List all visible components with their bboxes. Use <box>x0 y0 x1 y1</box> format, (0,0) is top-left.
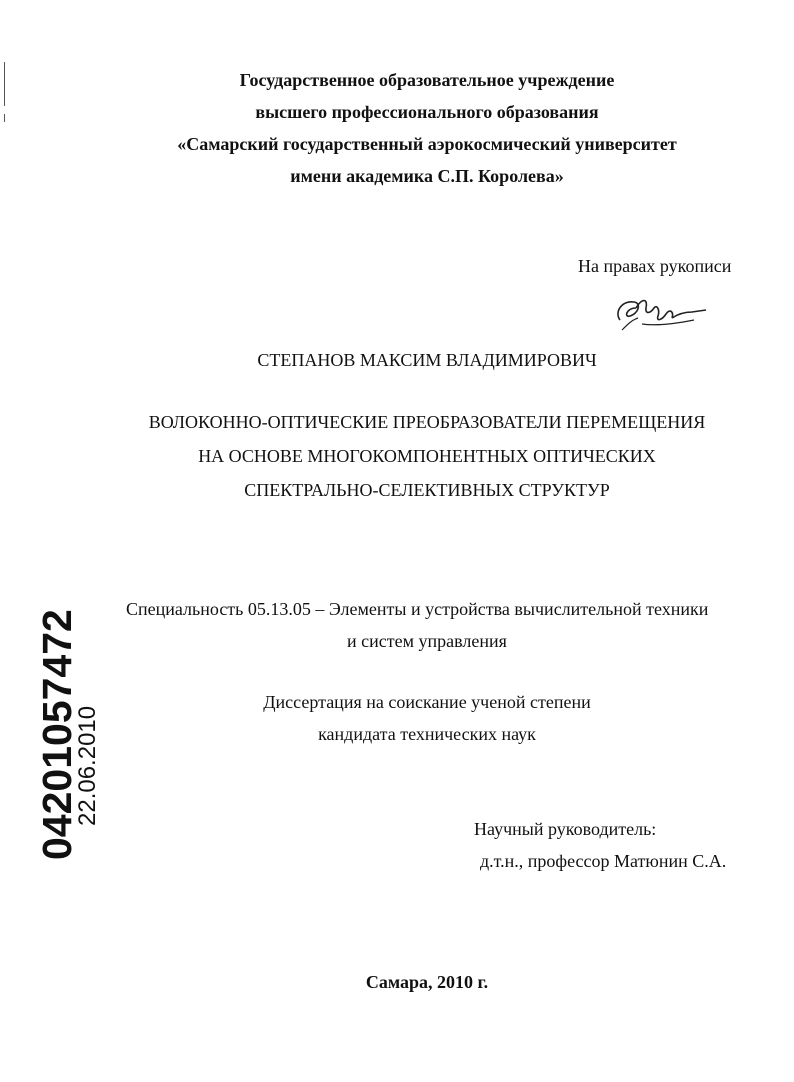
institution-line-1: Государственное образовательное учреждение <box>239 70 615 90</box>
institution-header <box>0 64 794 192</box>
supervisor-name: д.т.н., профессор Матюнин С.А. <box>480 851 727 871</box>
dissertation-title <box>0 405 794 507</box>
institution-line-4: имени академика С.П. Королева» <box>290 166 564 186</box>
library-stamp-code: 04201057472 <box>34 609 80 860</box>
institution-line-3: «Самарский государственный аэрокосмический университет <box>177 134 677 154</box>
supervisor-label: Научный руководитель: <box>474 819 657 839</box>
degree-line-2: кандидата технических наук <box>318 724 536 744</box>
library-stamp-date: 22.06.2010 <box>74 705 101 826</box>
place-year: Самара, 2010 г. <box>365 972 489 992</box>
title-line-1: ВОЛОКОННО-ОПТИЧЕСКИЕ ПРЕОБРАЗОВАТЕЛИ ПЕРЕМЕЩЕНИЯ <box>148 412 706 432</box>
manuscript-note: На правах рукописи <box>578 256 732 276</box>
title-line-2: НА ОСНОВЕ МНОГОКОМПОНЕНТНЫХ ОПТИЧЕСКИХ <box>198 446 656 466</box>
degree-line-1: Диссертация на соискание ученой степени <box>263 692 591 712</box>
specialty-line-1: Специальность 05.13.05 – Элементы и устройства вычислительной техники <box>126 599 709 619</box>
author-name: СТЕПАНОВ МАКСИМ ВЛАДИМИРОВИЧ <box>257 350 597 370</box>
title-line-3: СПЕКТРАЛЬНО-СЕЛЕКТИВНЫХ СТРУКТУР <box>244 480 610 500</box>
specialty-line-2: и систем управления <box>347 631 507 651</box>
author-signature <box>612 290 708 336</box>
institution-line-2: высшего профессионального образования <box>255 102 599 122</box>
